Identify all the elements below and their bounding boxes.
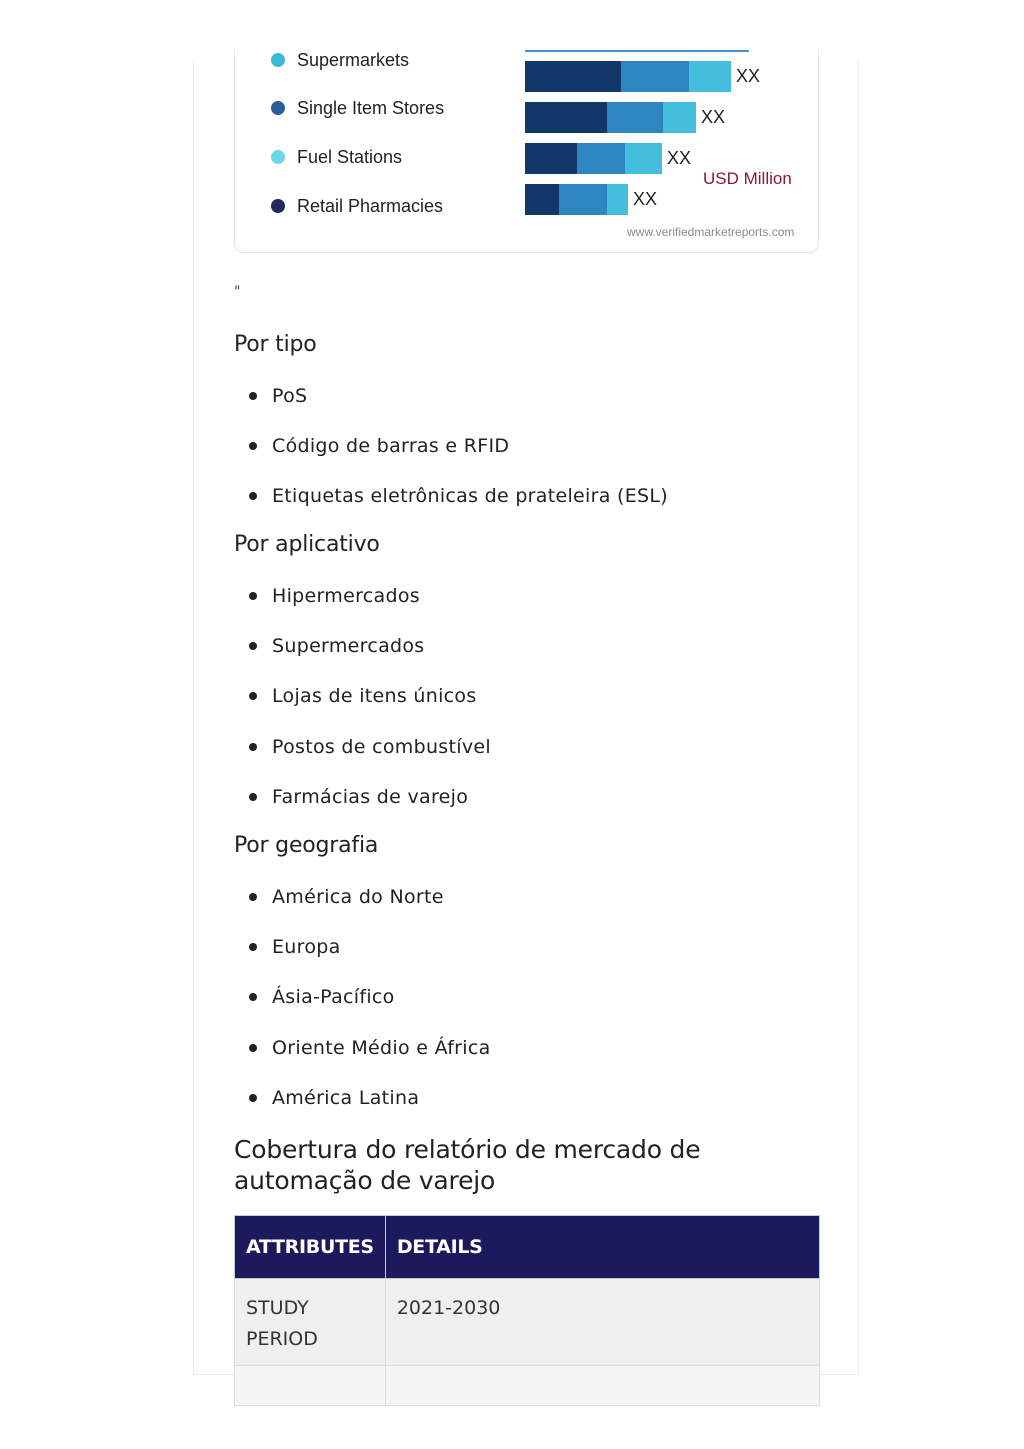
chart-bar [525,143,691,174]
list-item: Hipermercados [234,584,491,634]
article-container [193,49,859,1375]
bar-segment [577,143,625,174]
stray-quote-text: " [234,284,241,300]
table-row-partial [235,1366,820,1406]
list-item: Supermercados [234,634,491,684]
list-item: Postos de combustível [234,735,491,785]
chart-top-rule [525,50,749,52]
list-item: Farmácias de varejo [234,785,491,835]
list-item: América do Norte [234,885,491,935]
list-por-geografia [234,885,491,1136]
list-item: Oriente Médio e África [234,1036,491,1086]
section-heading-por-geografia: Por geografia [234,833,379,858]
legend-dot-icon [271,101,285,115]
bar-segment [525,61,621,92]
report-attributes-table [234,1215,820,1406]
legend-item-single-item-stores [271,96,444,120]
table-row [235,1279,820,1366]
bar-segment [559,184,607,215]
legend-label: Fuel Stations [297,146,403,167]
table-header-attributes: ATTRIBUTES [235,1216,386,1279]
chart-bar [525,184,657,215]
bar-segment [607,184,628,215]
legend-dot-icon [271,53,285,67]
list-item: Etiquetas eletrônicas de prateleira (ESL) [234,484,668,534]
bar-segment [525,184,559,215]
bar-segment [525,143,577,174]
bar-value-label: XX [667,148,692,168]
table-header-details: DETAILS [385,1216,819,1279]
bar-segment [607,102,663,133]
list-item: Europa [234,935,491,985]
market-chart-image [234,50,819,253]
legend-item-fuel-stations [271,145,402,169]
table-cell-detail: 2021-2030 [385,1279,819,1366]
table-cell-attribute [235,1366,386,1406]
table-header-row [235,1216,820,1279]
chart-bar [525,102,725,133]
legend-label: Supermarkets [297,49,410,70]
chart-bar [525,61,760,92]
bar-value-label: XX [633,189,658,209]
bar-value-label: XX [736,66,761,86]
list-item: América Latina [234,1086,491,1136]
legend-dot-icon [271,199,285,213]
list-item: PoS [234,384,668,434]
bar-segment [663,102,696,133]
legend-item-retail-pharmacies [271,194,443,218]
section-heading-por-tipo: Por tipo [234,332,317,357]
list-por-aplicativo [234,584,491,835]
section-heading-por-aplicativo: Por aplicativo [234,532,380,557]
bar-segment [689,61,731,92]
legend-dot-icon [271,150,285,164]
list-por-tipo [234,384,668,535]
chart-source-watermark: www.verifiedmarketreports.com [627,225,795,239]
legend-label: Single Item Stores [297,97,445,118]
bar-segment [625,143,662,174]
chart-unit-label: USD Million [703,169,792,188]
bar-value-label: XX [701,107,726,127]
list-item: Ásia-Pacífico [234,985,491,1035]
table-cell-detail [385,1366,819,1406]
report-coverage-heading: Cobertura do relatório de mercado de automação de varejo [234,1135,701,1195]
legend-label: Retail Pharmacies [297,195,444,216]
legend-item-supermarkets [271,48,409,72]
bar-segment [621,61,689,92]
list-item: Código de barras e RFID [234,434,668,484]
bar-segment [525,102,607,133]
list-item: Lojas de itens únicos [234,684,491,734]
table-cell-attribute: STUDY PERIOD [235,1279,386,1366]
